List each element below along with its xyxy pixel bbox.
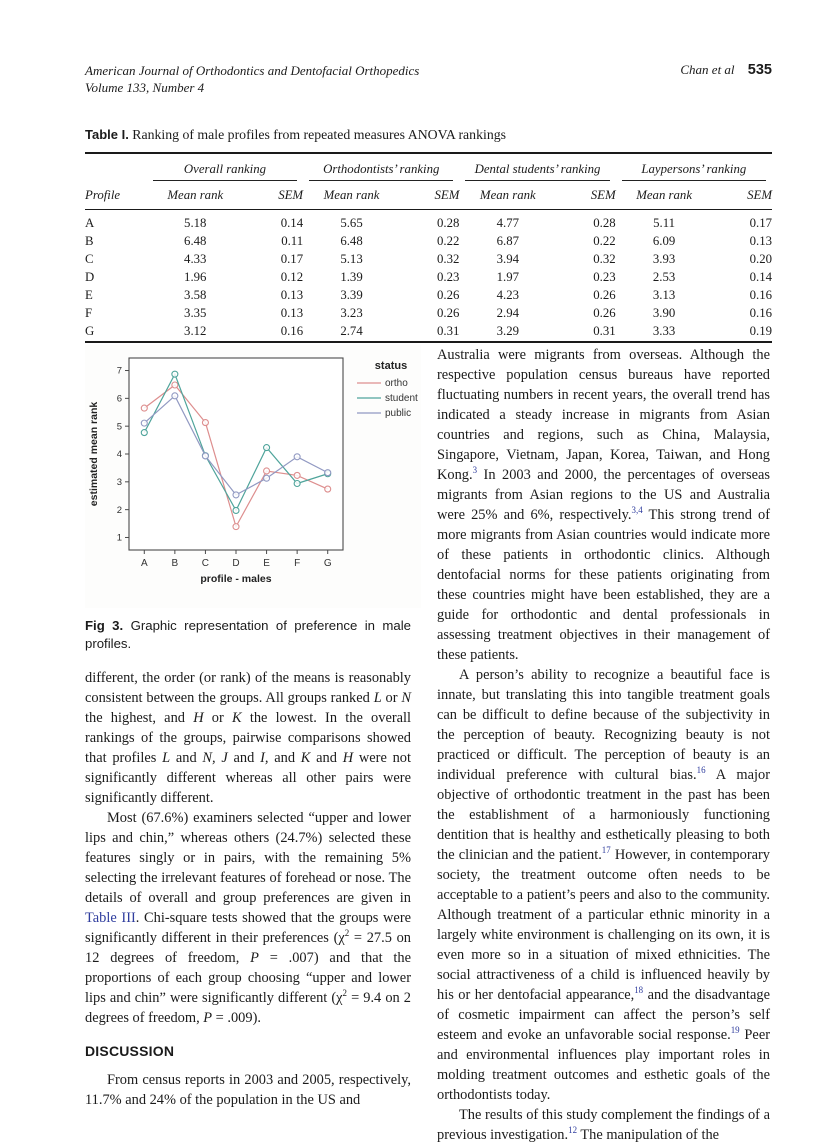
mean-rank-header: Mean rank: [459, 181, 556, 210]
mean-rank-cell: 1.39: [340, 270, 363, 284]
reference-citation-link[interactable]: 16: [696, 765, 706, 776]
paragraph: different, the order (or rank) of the means is reasonably consistent between the groups. All groups ranked L or N the highest, and H or K the lowest. In the overall rankings of the groups, pairwise comparisons showed that profiles L and N, J and I, and K and H were not significantly different whereas all other pairs were significantly different.: [85, 670, 412, 806]
data-marker-ortho: [233, 524, 239, 530]
sem-cell: 0.13: [280, 288, 304, 302]
data-marker-ortho: [202, 420, 208, 426]
profile-cell: E: [85, 288, 93, 302]
figure-3-caption-text: Graphic representation of preference in male profiles.: [85, 618, 411, 651]
profile-cell: D: [85, 270, 95, 284]
sem-cell: 0.17: [749, 216, 772, 230]
mean-rank-cell: 5.65: [340, 216, 363, 230]
sem-cell: 0.13: [749, 234, 772, 248]
group-header: Overall ranking: [147, 153, 303, 181]
figure-3-caption: [85, 617, 411, 653]
table-1-label: Table I.: [85, 127, 129, 142]
y-tick-label: 5: [116, 421, 122, 433]
page-info: [680, 62, 772, 78]
sem-header: SEM: [244, 181, 303, 210]
sem-cell: 0.12: [280, 270, 304, 284]
mean-rank-cell: 3.94: [496, 252, 520, 266]
journal-issue: Volume 133, Number 4: [85, 80, 205, 95]
sem-header: SEM: [713, 181, 772, 210]
figure-3-label: Fig 3.: [85, 618, 124, 633]
data-marker-student: [172, 371, 178, 377]
x-tick-label: F: [294, 558, 301, 569]
mean-rank-cell: 3.93: [652, 252, 676, 266]
sem-header: SEM: [556, 181, 615, 210]
data-marker-public: [202, 453, 208, 459]
sem-cell: 0.31: [436, 324, 460, 338]
reference-citation-link[interactable]: 19: [730, 1025, 740, 1036]
right-column: [437, 345, 770, 1145]
table-row: [85, 269, 772, 287]
data-marker-public: [141, 420, 147, 426]
mean-rank-cell: 6.87: [496, 234, 520, 248]
data-marker-ortho: [325, 486, 331, 492]
mean-rank-cell: 4.23: [496, 288, 520, 302]
mean-rank-header: Mean rank: [616, 181, 713, 210]
sem-cell: 0.22: [436, 234, 460, 248]
mean-rank-cell: 5.18: [184, 216, 207, 230]
table-row: [85, 233, 772, 251]
data-marker-public: [172, 393, 178, 399]
mean-rank-cell: 6.09: [652, 234, 676, 248]
mean-rank-cell: 4.77: [496, 216, 520, 230]
table-row: [85, 210, 772, 233]
sem-cell: 0.16: [749, 306, 772, 320]
table-row: [85, 251, 772, 269]
legend-title: status: [374, 360, 408, 372]
sem-cell: 0.16: [280, 324, 304, 338]
paragraph: Most (67.6%) examiners selected “upper and lower lips and chin,” whereas others (24.7%) selected these features singly or in pairs, with the remaining 5% selecting the irrelevant features of forehead or nose. The details of overall and group preferences are given in Table III. Chi-square tests showed that the groups were significantly different in their preferences ($\chi^2 = 27.5$ on 12 degrees of freedom, P = .007) and that the proportions of each group choosing “upper and lower lips and chin” were significantly different ($\chi^2 = 9.4$ on 2 degrees of freedom, P = .009).: [85, 810, 412, 1026]
y-tick-label: 2: [116, 504, 122, 516]
group-header: Dental students’ ranking: [459, 153, 615, 181]
mean-rank-cell: 2.74: [340, 324, 363, 338]
profile-column-header: Profile: [85, 181, 147, 210]
data-marker-ortho: [172, 382, 178, 388]
reference-citation-link[interactable]: 3: [472, 465, 478, 476]
data-marker-public: [294, 454, 300, 460]
y-tick-label: 6: [116, 393, 122, 405]
paragraph: From census reports in 2003 and 2005, respectively, 11.7% and 24% of the population in the US and: [85, 1072, 411, 1108]
reference-citation-link[interactable]: 18: [634, 985, 644, 996]
data-marker-student: [141, 430, 147, 436]
journal-info: [85, 62, 419, 96]
mean-rank-cell: 2.53: [652, 270, 676, 284]
sem-cell: 0.17: [280, 252, 304, 266]
preference-line-chart: [85, 345, 421, 603]
mean-rank-cell: 1.97: [496, 270, 520, 284]
table-row: [85, 323, 772, 342]
sem-cell: 0.16: [749, 288, 772, 302]
x-tick-label: C: [201, 558, 210, 569]
mean-rank-header: Mean rank: [147, 181, 244, 210]
sem-cell: 0.22: [593, 234, 616, 248]
exponent: 2: [342, 988, 347, 999]
mean-rank-cell: 3.58: [184, 288, 207, 302]
sem-header: SEM: [400, 181, 459, 210]
table-3-link[interactable]: Table III: [85, 910, 136, 926]
paragraph: A person’s ability to recognize a beautiful face is innate, but translating this into tangible treatment goals can be difficult to define because of the subjectivity in the perception of beauty. Recognizing beauty is not practiced or difficult. The perception of beauty is an individual preference with cultural bias.$^{16}$ A major objective of orthodontic treatment in the past has been the establishment of a harmoniously functioning dentition that is healthy and esthetically pleasing to both the clinician and the patient.$^{17}$ However, in contemporary society, the treatment outcome often needs to be acceptable to a patient’s peers and also to the community. Although treatment of a particular ethnic minority in a largely white environment is challenging on its own, it is even more so in a situation of mixed ethnicities. The social attractiveness of a child is influenced heavily by his or her dentofacial appearance,$^{18}$ and the disadvantage of cosmetic impairment can affect the person’s self esteem and evoke an unfavorable social response.$^{19}$ Peer and environmental influences play important roles in molding treatment outcomes and esthetic goals of the orthodontists today.: [437, 667, 770, 1103]
sem-cell: 0.28: [436, 216, 460, 230]
reference-citation-link[interactable]: 12: [568, 1125, 578, 1136]
legend-label-ortho: ortho: [385, 378, 408, 389]
group-header: Laypersons’ ranking: [616, 153, 772, 181]
x-tick-label: A: [140, 558, 148, 569]
mean-rank-cell: 6.48: [184, 234, 207, 248]
journal-title: American Journal of Orthodontics and Dentofacial Orthopedics: [85, 63, 420, 78]
mean-rank-cell: 4.33: [184, 252, 207, 266]
group-header: Orthodontists’ ranking: [303, 153, 459, 181]
paragraph: The results of this study complement the findings of a previous investigation.$^{12}$ The manipulation of the: [437, 1107, 770, 1143]
y-tick-label: 1: [116, 532, 122, 544]
mean-rank-cell: 3.29: [496, 324, 520, 338]
anova-table: [85, 152, 772, 343]
mean-rank-cell: 2.94: [496, 306, 520, 320]
sem-cell: 0.14: [749, 270, 772, 284]
exponent: 2: [344, 928, 350, 939]
table-1-title: [85, 127, 772, 143]
mean-rank-cell: 3.13: [652, 288, 676, 302]
profile-cell: C: [85, 252, 94, 266]
x-axis-label: profile - males: [200, 573, 272, 585]
table-1-section: [85, 127, 772, 365]
mean-rank-cell: 3.12: [184, 324, 207, 338]
mean-rank-cell: 6.48: [340, 234, 363, 248]
sem-cell: 0.26: [593, 306, 616, 320]
legend-label-student: student: [385, 393, 418, 404]
figure-3: [85, 345, 421, 608]
sem-cell: 0.26: [436, 306, 460, 320]
sem-cell: 0.13: [280, 306, 304, 320]
running-head: [85, 62, 772, 96]
reference-citation-link[interactable]: 17: [601, 845, 611, 856]
table-1-caption: Ranking of male profiles from repeated measures ANOVA rankings: [132, 127, 506, 142]
page-number: 535: [747, 62, 772, 78]
mean-rank-cell: 5.13: [340, 252, 363, 266]
sem-cell: 0.26: [593, 288, 616, 302]
paragraph: Australia were migrants from overseas. Although the respective population census bureaus have reported fluctuating numbers in recent years, the overall trend has indicated a steady increase in migrants from Asian countries and regions, such as China, Malaysia, Singapore, Vietnam, Japan, Korea, Taiwan, and Hong Kong.$^3$ In 2003 and 2000, the percentages of overseas migrants from Asian regions to the US and Australia were 25% and 6%, respectively.$^{3,4}$ This strong trend of more migrants from Asian countries would indicate more of these patients in orthodontic clinics. Although dentofacial norms for these patients originating from these countries might have been established, they are a guide for orthodontic and dental professionals in assessing treatment objectives in their management of these patients.: [437, 347, 770, 663]
mean-rank-cell: 5.11: [653, 216, 676, 230]
sem-cell: 0.32: [593, 252, 616, 266]
profile-cell: F: [85, 306, 93, 320]
sem-cell: 0.14: [280, 216, 304, 230]
mean-rank-cell: 3.39: [340, 288, 363, 302]
data-marker-ortho: [264, 468, 270, 474]
corner-cell: [85, 153, 147, 181]
sem-cell: 0.28: [593, 216, 616, 230]
table-row: [85, 287, 772, 305]
y-tick-label: 4: [116, 449, 122, 461]
data-marker-student: [264, 445, 270, 451]
mean-rank-cell: 3.23: [340, 306, 363, 320]
data-marker-ortho: [141, 405, 147, 411]
sem-cell: 0.32: [436, 252, 460, 266]
sem-cell: 0.11: [281, 234, 304, 248]
data-marker-ortho: [294, 472, 300, 478]
y-tick-label: 7: [116, 365, 122, 377]
plot-area: [129, 358, 343, 550]
reference-citation-link[interactable]: 3,4: [631, 505, 643, 516]
mean-rank-cell: 3.90: [652, 306, 676, 320]
x-tick-label: E: [263, 558, 270, 569]
y-axis-label: estimated mean rank: [88, 401, 100, 507]
profile-cell: B: [85, 234, 94, 248]
x-tick-label: D: [232, 558, 240, 569]
authors-short: Chan et al: [680, 62, 735, 77]
x-tick-label: B: [171, 558, 179, 569]
sem-cell: 0.23: [593, 270, 616, 284]
sem-cell: 0.23: [436, 270, 460, 284]
sem-cell: 0.26: [436, 288, 460, 302]
data-marker-public: [233, 492, 239, 498]
x-tick-label: G: [323, 558, 332, 569]
legend-label-public: public: [385, 408, 412, 419]
sem-cell: 0.19: [749, 324, 772, 338]
sem-cell: 0.31: [593, 324, 616, 338]
profile-cell: A: [85, 216, 95, 230]
mean-rank-cell: 1.96: [184, 270, 207, 284]
mean-rank-cell: 3.35: [184, 306, 207, 320]
data-marker-public: [325, 470, 331, 476]
discussion-heading: DISCUSSION: [85, 1043, 175, 1059]
left-column: [85, 345, 418, 1110]
mean-rank-header: Mean rank: [303, 181, 400, 210]
table-row: [85, 305, 772, 323]
data-marker-student: [233, 507, 239, 513]
data-marker-public: [264, 475, 270, 481]
profile-cell: G: [85, 324, 95, 338]
y-tick-label: 3: [116, 477, 122, 489]
mean-rank-cell: 3.33: [652, 324, 676, 338]
data-marker-student: [294, 480, 300, 486]
sem-cell: 0.20: [749, 252, 772, 266]
